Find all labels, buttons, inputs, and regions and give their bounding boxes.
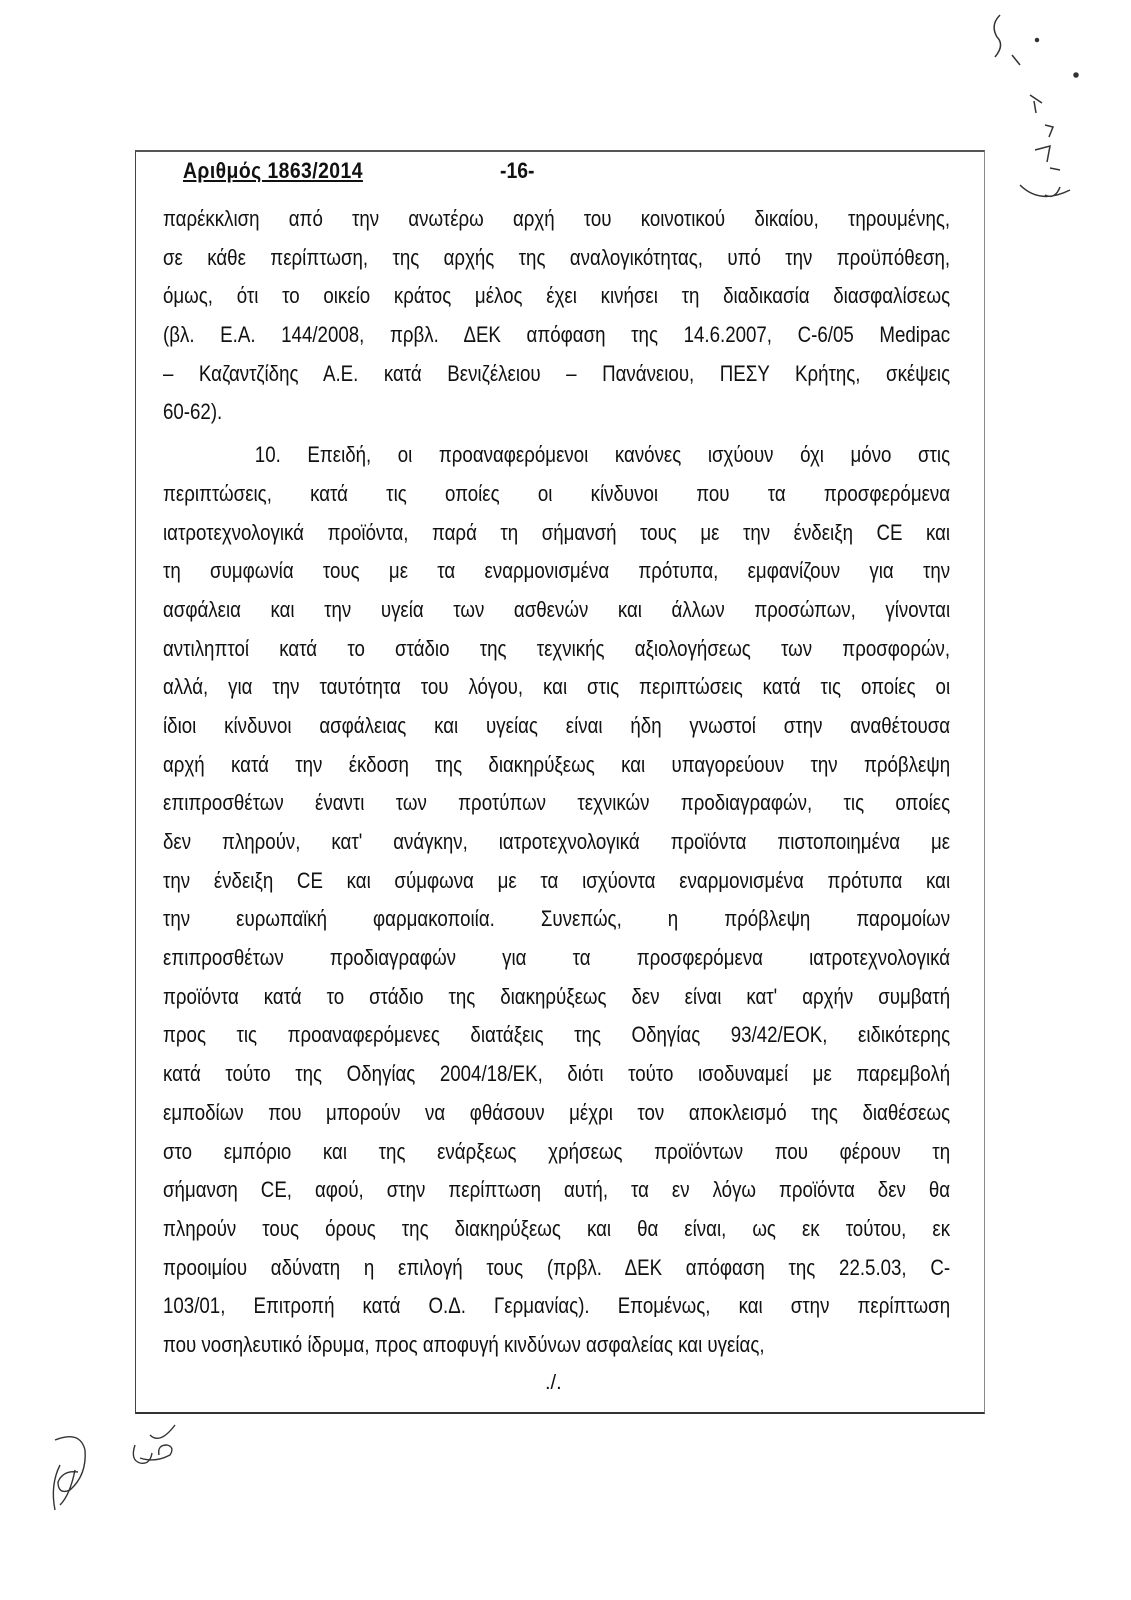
text-line: παρέκκλιση από την ανωτέρω αρχή του κοινοτικού δικαίου, τηρουμένης, [163,206,951,231]
continuation-mark: ./. [545,1372,562,1394]
document-body [163,204,950,1369]
text-line: κατά τούτο της Οδηγίας 2004/18/ΕΚ, διότι τούτο ισοδυναμεί με παρεμβολή [163,1061,951,1087]
text-line: αντιληπτοί κατά το στάδιο της τεχνικής αξιολογήσεως των προσφορών, [163,635,951,661]
text-line: επιπροσθέτων προδιαγραφών για τα προσφερόμενα ιατροτεχνολογικά [163,945,951,971]
signature-initials [133,1425,175,1463]
text-line: όμως, ότι το οικείο κράτος μέλος έχει κινήσει τη διαδικασία διασφαλίσεως [163,283,951,309]
text-line: ίδιοι κίνδυνοι ασφάλειας και υγείας είναι ήδη γνωστοί στην αναθέτουσα [163,712,951,738]
text-line: προς τις προαναφερόμενες διατάξεις της Οδηγίας 93/42/ΕΟΚ, ειδικότερης [163,1022,951,1048]
text-line: τη συμφωνία τους με τα εναρμονισμένα πρότυπα, εμφανίζουν για την [163,558,951,584]
text-line: – Καζαντζίδης Α.Ε. κατά Βενιζέλειου – Πανάνειου, ΠΕΣΥ Κρήτης, σκέψεις [163,360,951,386]
text-line: σήμανση CE, αφού, στην περίπτωση αυτή, τα εν λόγω προϊόντα δεν θα [163,1177,951,1203]
text-line: αρχή κατά την έκδοση της διακηρύξεως και υπαγορεύουν την πρόβλεψη [163,751,951,777]
text-line: ιατροτεχνολογικά προϊόντα, παρά τη σήμανσή τους με την ένδειξη CE και [163,519,951,545]
text-line: στο εμπόριο και της ενάρξεως χρήσεως προϊόντων που φέρουν τη [163,1138,951,1164]
text-line: που νοσηλευτικό ίδρυμα, προς αποφυγή κινδύνων ασφαλείας και υγείας, [163,1331,765,1357]
text-line: πληρούν τους όρους της διακηρύξεως και θα είναι, ως εκ τούτου, εκ [163,1215,951,1241]
text-line: εμποδίων που μπορούν να φθάσουν μέχρι τον αποκλεισμό της διαθέσεως [163,1099,951,1125]
corner-stamp-scribble [994,15,1078,196]
text-line: αλλά, για την ταυτότητα του λόγου, και στις περιπτώσεις κατά τις οποίες οι [163,674,951,700]
text-line: σε κάθε περίπτωση, της αρχής της αναλογικότητας, υπό την προϋπόθεση, [163,244,951,270]
text-line: δεν πληρούν, κατ' ανάγκην, ιατροτεχνολογικά προϊόντα πιστοποιημένα με [163,829,951,854]
text-line: επιπροσθέτων έναντι των προτύπων τεχνικών προδιαγραφών, τις οποίες [163,790,951,816]
decision-number: Αριθμός 1863/2014 [183,158,363,183]
signature-left [53,1437,85,1510]
text-line: 103/01, Επιτροπή κατά Ο.Δ. Γερμανίας). Επομένως, και στην περίπτωση [163,1293,951,1319]
paragraph-1 [163,204,950,436]
text-line: 60-62). [163,399,223,425]
text-line: προϊόντα κατά το στάδιο της διακηρύξεως δεν είναι κατ' αρχήν συμβατή [163,983,951,1009]
page-number: -16- [500,158,535,183]
text-line: 10. Επειδή, οι προαναφερόμενοι κανόνες ισχύουν όχι μόνο στις [254,442,951,468]
text-line: ασφάλεια και την υγεία των ασθενών και άλλων προσώπων, γίνονται [163,596,951,622]
text-line: την ευρωπαϊκή φαρμακοποιία. Συνεπώς, η πρόβλεψη παρομοίων [163,906,951,932]
text-line: την ένδειξη CE και σύμφωνα με τα ισχύοντα εναρμονισμένα πρότυπα και [163,867,951,893]
text-line: (βλ. Ε.Α. 144/2008, πρβλ. ΔΕΚ απόφαση της 14.6.2007, C-6/05 Medipac [163,322,951,348]
paragraph-10 [163,440,950,1369]
text-line: περιπτώσεις, κατά τις οποίες οι κίνδυνοι που τα προσφερόμενα [163,480,951,506]
text-line: προοιμίου αδύνατη η επιλογή τους (πρβλ. ΔΕΚ απόφαση της 22.5.03, C- [163,1254,951,1280]
